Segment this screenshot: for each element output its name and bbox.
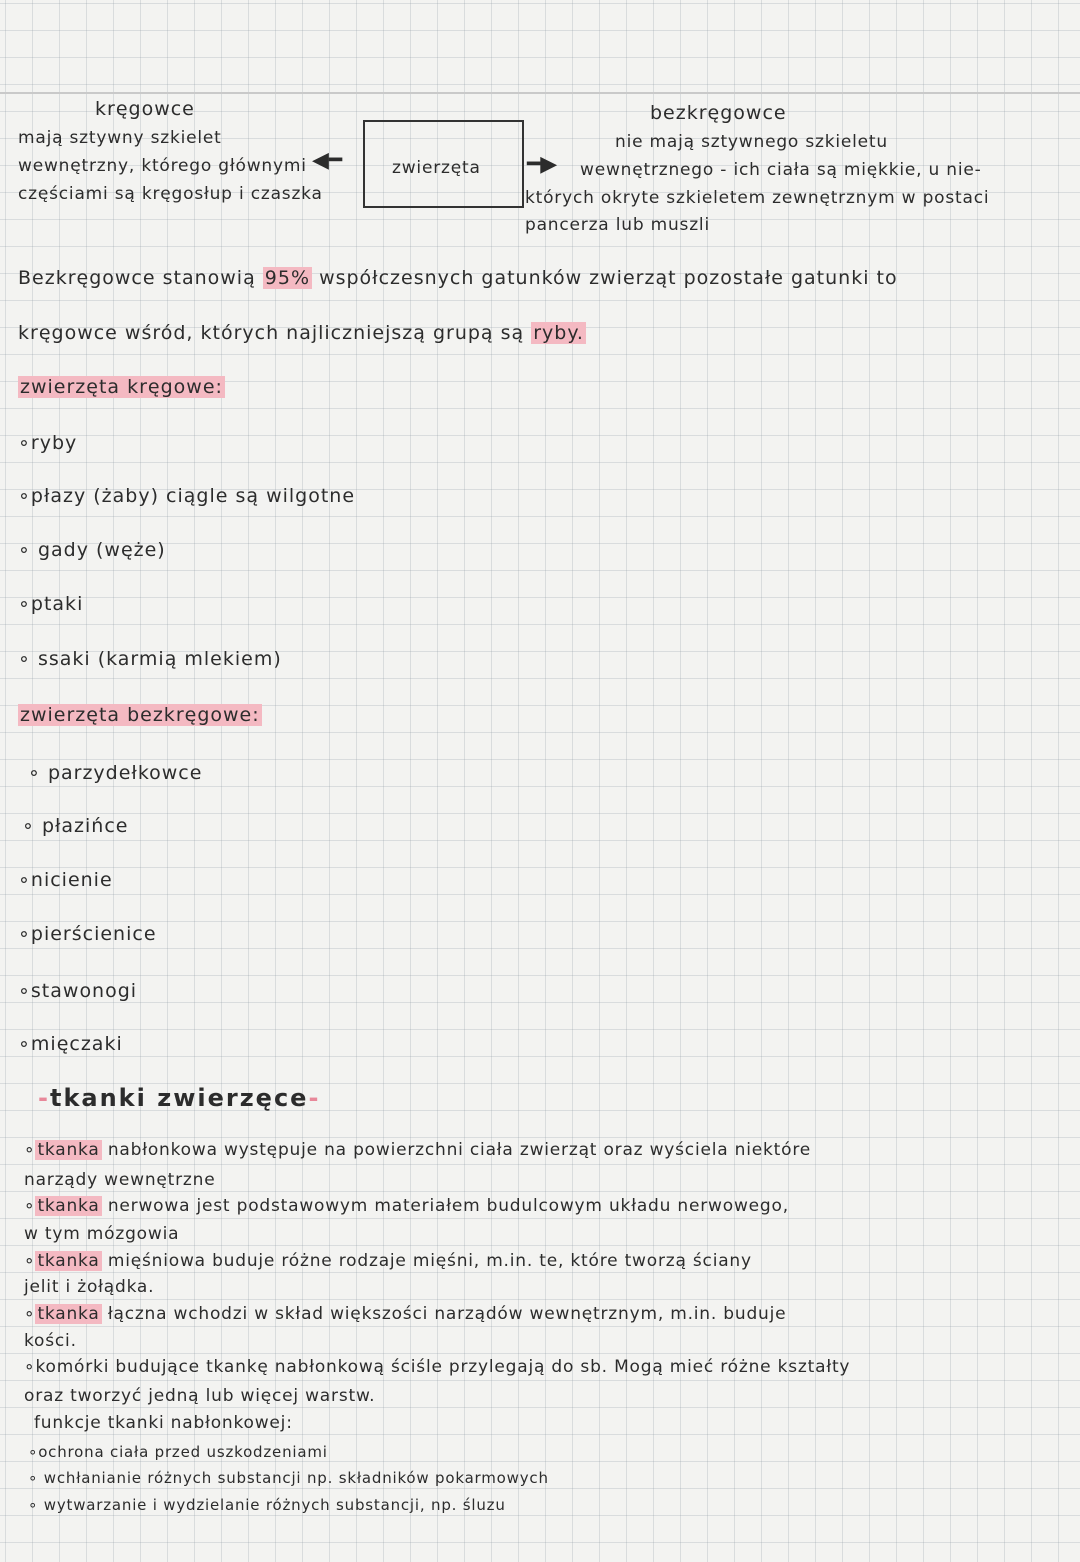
text: ssaki (karmią mlekiem) bbox=[37, 648, 282, 670]
invertebrates-desc: których okryte szkieletem zewnętrznym w postaci bbox=[525, 188, 990, 208]
text: ochrona ciała przed uszkodzeniami bbox=[38, 1443, 328, 1461]
text: nerwowa jest podstawowym materiałem budulcowym układu nerwowego, bbox=[107, 1196, 789, 1216]
tissue-line: ∘ tkanka nabłonkowa występuje na powierzchni ciała zwierząt oraz wyściela niektóre bbox=[24, 1140, 812, 1160]
text: Bezkręgowce stanowią bbox=[18, 267, 256, 289]
tissue-line: ∘ tkanka łączna wchodzi w skład większości narządów wewnętrznym, m.in. buduje bbox=[24, 1304, 787, 1324]
intro-line-1 bbox=[18, 267, 898, 289]
text: komórki budujące tkankę nabłonkową ściśle przylegają do sb. Mogą mieć różne kształty bbox=[35, 1357, 851, 1377]
list-item: ∘ gady (węże) bbox=[18, 539, 166, 561]
list-item: ∘ płazińce bbox=[22, 815, 129, 837]
list-item: ∘ wchłanianie różnych substancji np. składników pokarmowych bbox=[28, 1469, 549, 1487]
tissues-heading: -tkanki zwierzęce- bbox=[38, 1084, 321, 1112]
text: tkanka bbox=[37, 1140, 100, 1160]
text: nabłonkowa występuje na powierzchni ciała zwierząt oraz wyściela niektóre bbox=[107, 1140, 812, 1160]
list-item: ∘nicienie bbox=[18, 869, 113, 891]
page-top-rule bbox=[0, 92, 1080, 94]
text: pierścienice bbox=[30, 923, 157, 945]
tissue-line: ∘ tkanka mięśniowa buduje różne rodzaje mięśni, m.in. te, które tworzą ściany bbox=[24, 1251, 752, 1271]
text: mięczaki bbox=[30, 1033, 123, 1055]
text: tkanka bbox=[37, 1251, 100, 1271]
list-item: ∘pierścienice bbox=[18, 923, 157, 945]
text: zwierzęta kręgowe: bbox=[20, 376, 223, 398]
text: parzydełkowce bbox=[47, 762, 203, 784]
arrow-right-icon: ━▶ bbox=[527, 152, 558, 177]
list-item: ∘ochrona ciała przed uszkodzeniami bbox=[28, 1443, 328, 1461]
vertebrates-desc: wewnętrzny, którego głównymi bbox=[18, 156, 307, 176]
list-item: ∘stawonogi bbox=[18, 980, 138, 1002]
tissue-line: narządy wewnętrzne bbox=[24, 1170, 216, 1190]
invertebrates-desc: wewnętrznego - ich ciała są miękkie, u nie- bbox=[580, 160, 982, 180]
list-item: ∘ryby bbox=[18, 432, 78, 454]
invertebrates-desc: pancerza lub muszli bbox=[525, 215, 710, 235]
text: wchłanianie różnych substancji np. składników pokarmowych bbox=[43, 1469, 549, 1487]
list-item: ∘ wytwarzanie i wydzielanie różnych substancji, np. śluzu bbox=[28, 1496, 506, 1514]
text: kręgowce wśród, których najliczniejszą grupą są bbox=[18, 322, 525, 344]
text: tkanka bbox=[37, 1304, 100, 1324]
text: płazy (żaby) ciągle są wilgotne bbox=[30, 485, 356, 507]
tissue-line: oraz tworzyć jedną lub więcej warstw. bbox=[24, 1386, 376, 1406]
text: ptaki bbox=[30, 593, 84, 615]
list-item: ∘mięczaki bbox=[18, 1033, 123, 1055]
vertebrates-heading bbox=[18, 376, 225, 398]
text: gady (węże) bbox=[37, 539, 166, 561]
vertebrates-title: kręgowce bbox=[95, 98, 195, 120]
arrow-left-icon: ◀━ bbox=[312, 148, 343, 173]
text: łączna wchodzi w skład większości narządów wewnętrznym, m.in. buduje bbox=[107, 1304, 787, 1324]
text: nicienie bbox=[30, 869, 113, 891]
animals-label: zwierzęta bbox=[392, 158, 481, 178]
list-item: ∘ ssaki (karmią mlekiem) bbox=[18, 648, 282, 670]
text: współczesnych gatunków zwierząt pozostałe gatunki to bbox=[319, 267, 898, 289]
invertebrates-heading bbox=[18, 704, 262, 726]
list-item: ∘ptaki bbox=[18, 593, 84, 615]
tissue-line: ∘komórki budujące tkankę nabłonkową ściśle przylegają do sb. Mogą mieć różne kształty bbox=[24, 1357, 851, 1377]
text: zwierzęta bezkręgowe: bbox=[20, 704, 260, 726]
highlight-fish: ryby. bbox=[533, 322, 584, 344]
text: tkanka bbox=[37, 1196, 100, 1216]
tissue-line: jelit i żołądka. bbox=[24, 1277, 155, 1297]
list-item: ∘płazy (żaby) ciągle są wilgotne bbox=[18, 485, 356, 507]
highlight-95: 95% bbox=[264, 267, 311, 289]
invertebrates-desc: nie mają sztywnego szkieletu bbox=[615, 132, 888, 152]
tissue-line: ∘ tkanka nerwowa jest podstawowym materiałem budulcowym układu nerwowego, bbox=[24, 1196, 789, 1216]
text: tkanki zwierzęce bbox=[49, 1084, 309, 1112]
invertebrates-title: bezkręgowce bbox=[650, 102, 787, 124]
tissue-line: kości. bbox=[24, 1331, 77, 1351]
text: płazińce bbox=[41, 815, 129, 837]
text: stawonogi bbox=[30, 980, 138, 1002]
vertebrates-desc: częściami są kręgosłup i czaszka bbox=[18, 184, 323, 204]
tissue-line: w tym mózgowia bbox=[24, 1224, 180, 1244]
functions-heading: funkcje tkanki nabłonkowej: bbox=[34, 1413, 293, 1433]
list-item: ∘ parzydełkowce bbox=[28, 762, 203, 784]
text: wytwarzanie i wydzielanie różnych substancji, np. śluzu bbox=[43, 1496, 506, 1514]
vertebrates-desc: mają sztywny szkielet bbox=[18, 128, 222, 148]
text: ryby bbox=[30, 432, 78, 454]
text: mięśniowa buduje różne rodzaje mięśni, m.in. te, które tworzą ściany bbox=[107, 1251, 752, 1271]
intro-line-2 bbox=[18, 322, 586, 344]
